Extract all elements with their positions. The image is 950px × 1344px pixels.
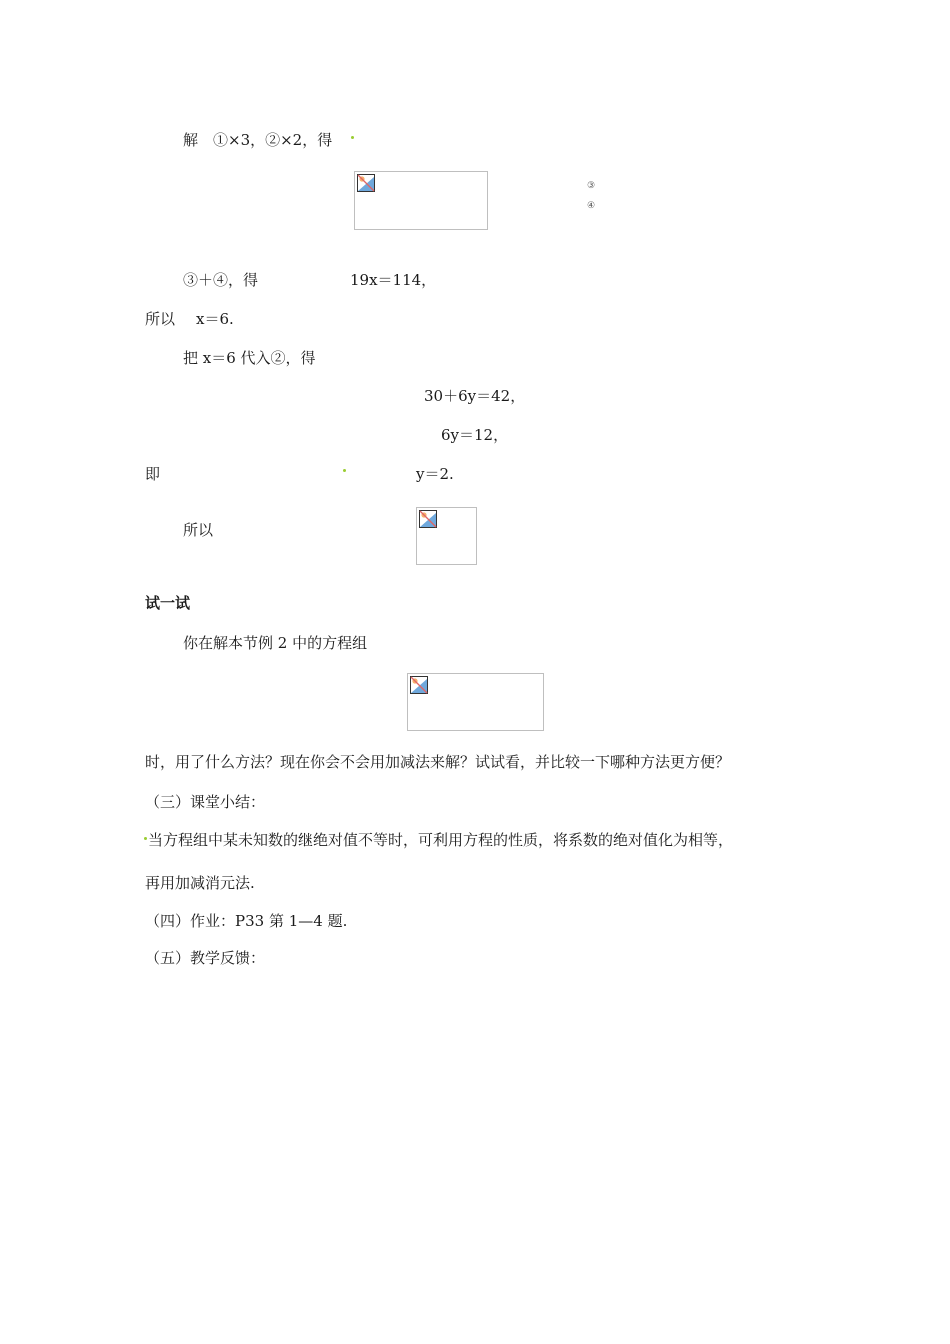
equation-a: 30＋6y＝42， xyxy=(424,387,526,405)
so-label-2: 所以 xyxy=(183,521,214,539)
solution-result-image xyxy=(416,507,477,565)
marker-dot xyxy=(343,469,346,472)
equation-label-4: ④ xyxy=(587,201,596,211)
summary-line-1: 当方程组中某未知数的继绝对值不等时，可利用方程的性质，将系数的绝对值化为相等， xyxy=(148,831,734,849)
solution-step-1: 解 ①×3，②×2，得 xyxy=(183,131,333,149)
marker-dot xyxy=(144,837,147,840)
equation-b: 6y＝12， xyxy=(441,426,509,444)
broken-image-icon xyxy=(357,174,375,192)
summary-line-2: 再用加减消元法. xyxy=(145,874,255,892)
so-label: 所以 xyxy=(145,310,176,328)
add-step-label: ③＋④，得 xyxy=(183,271,259,289)
equation-system-image-2 xyxy=(407,673,544,731)
ji-label: 即 xyxy=(145,465,161,483)
try-it-question: 时，用了什么方法？现在你会不会用加减法来解？试试看，并比较一下哪种方法更方便？ xyxy=(145,753,731,771)
broken-image-icon xyxy=(410,676,428,694)
feedback-heading: （五）教学反馈： xyxy=(145,949,266,967)
homework-line: （四）作业：P33 第 1—4 题. xyxy=(145,912,348,930)
broken-image-icon xyxy=(419,510,437,528)
add-step-result: 19x＝114， xyxy=(350,271,437,289)
equation-system-image-1 xyxy=(354,171,488,230)
marker-dot xyxy=(351,136,354,139)
try-it-intro: 你在解本节例 2 中的方程组 xyxy=(183,634,368,652)
y-value: y＝2. xyxy=(416,465,454,483)
summary-heading: （三）课堂小结： xyxy=(145,793,266,811)
try-it-heading: 试一试 xyxy=(145,594,191,612)
x-value: x＝6. xyxy=(196,310,234,328)
substitute-step: 把 x＝6 代入②，得 xyxy=(183,349,316,367)
equation-label-3: ③ xyxy=(587,181,596,191)
